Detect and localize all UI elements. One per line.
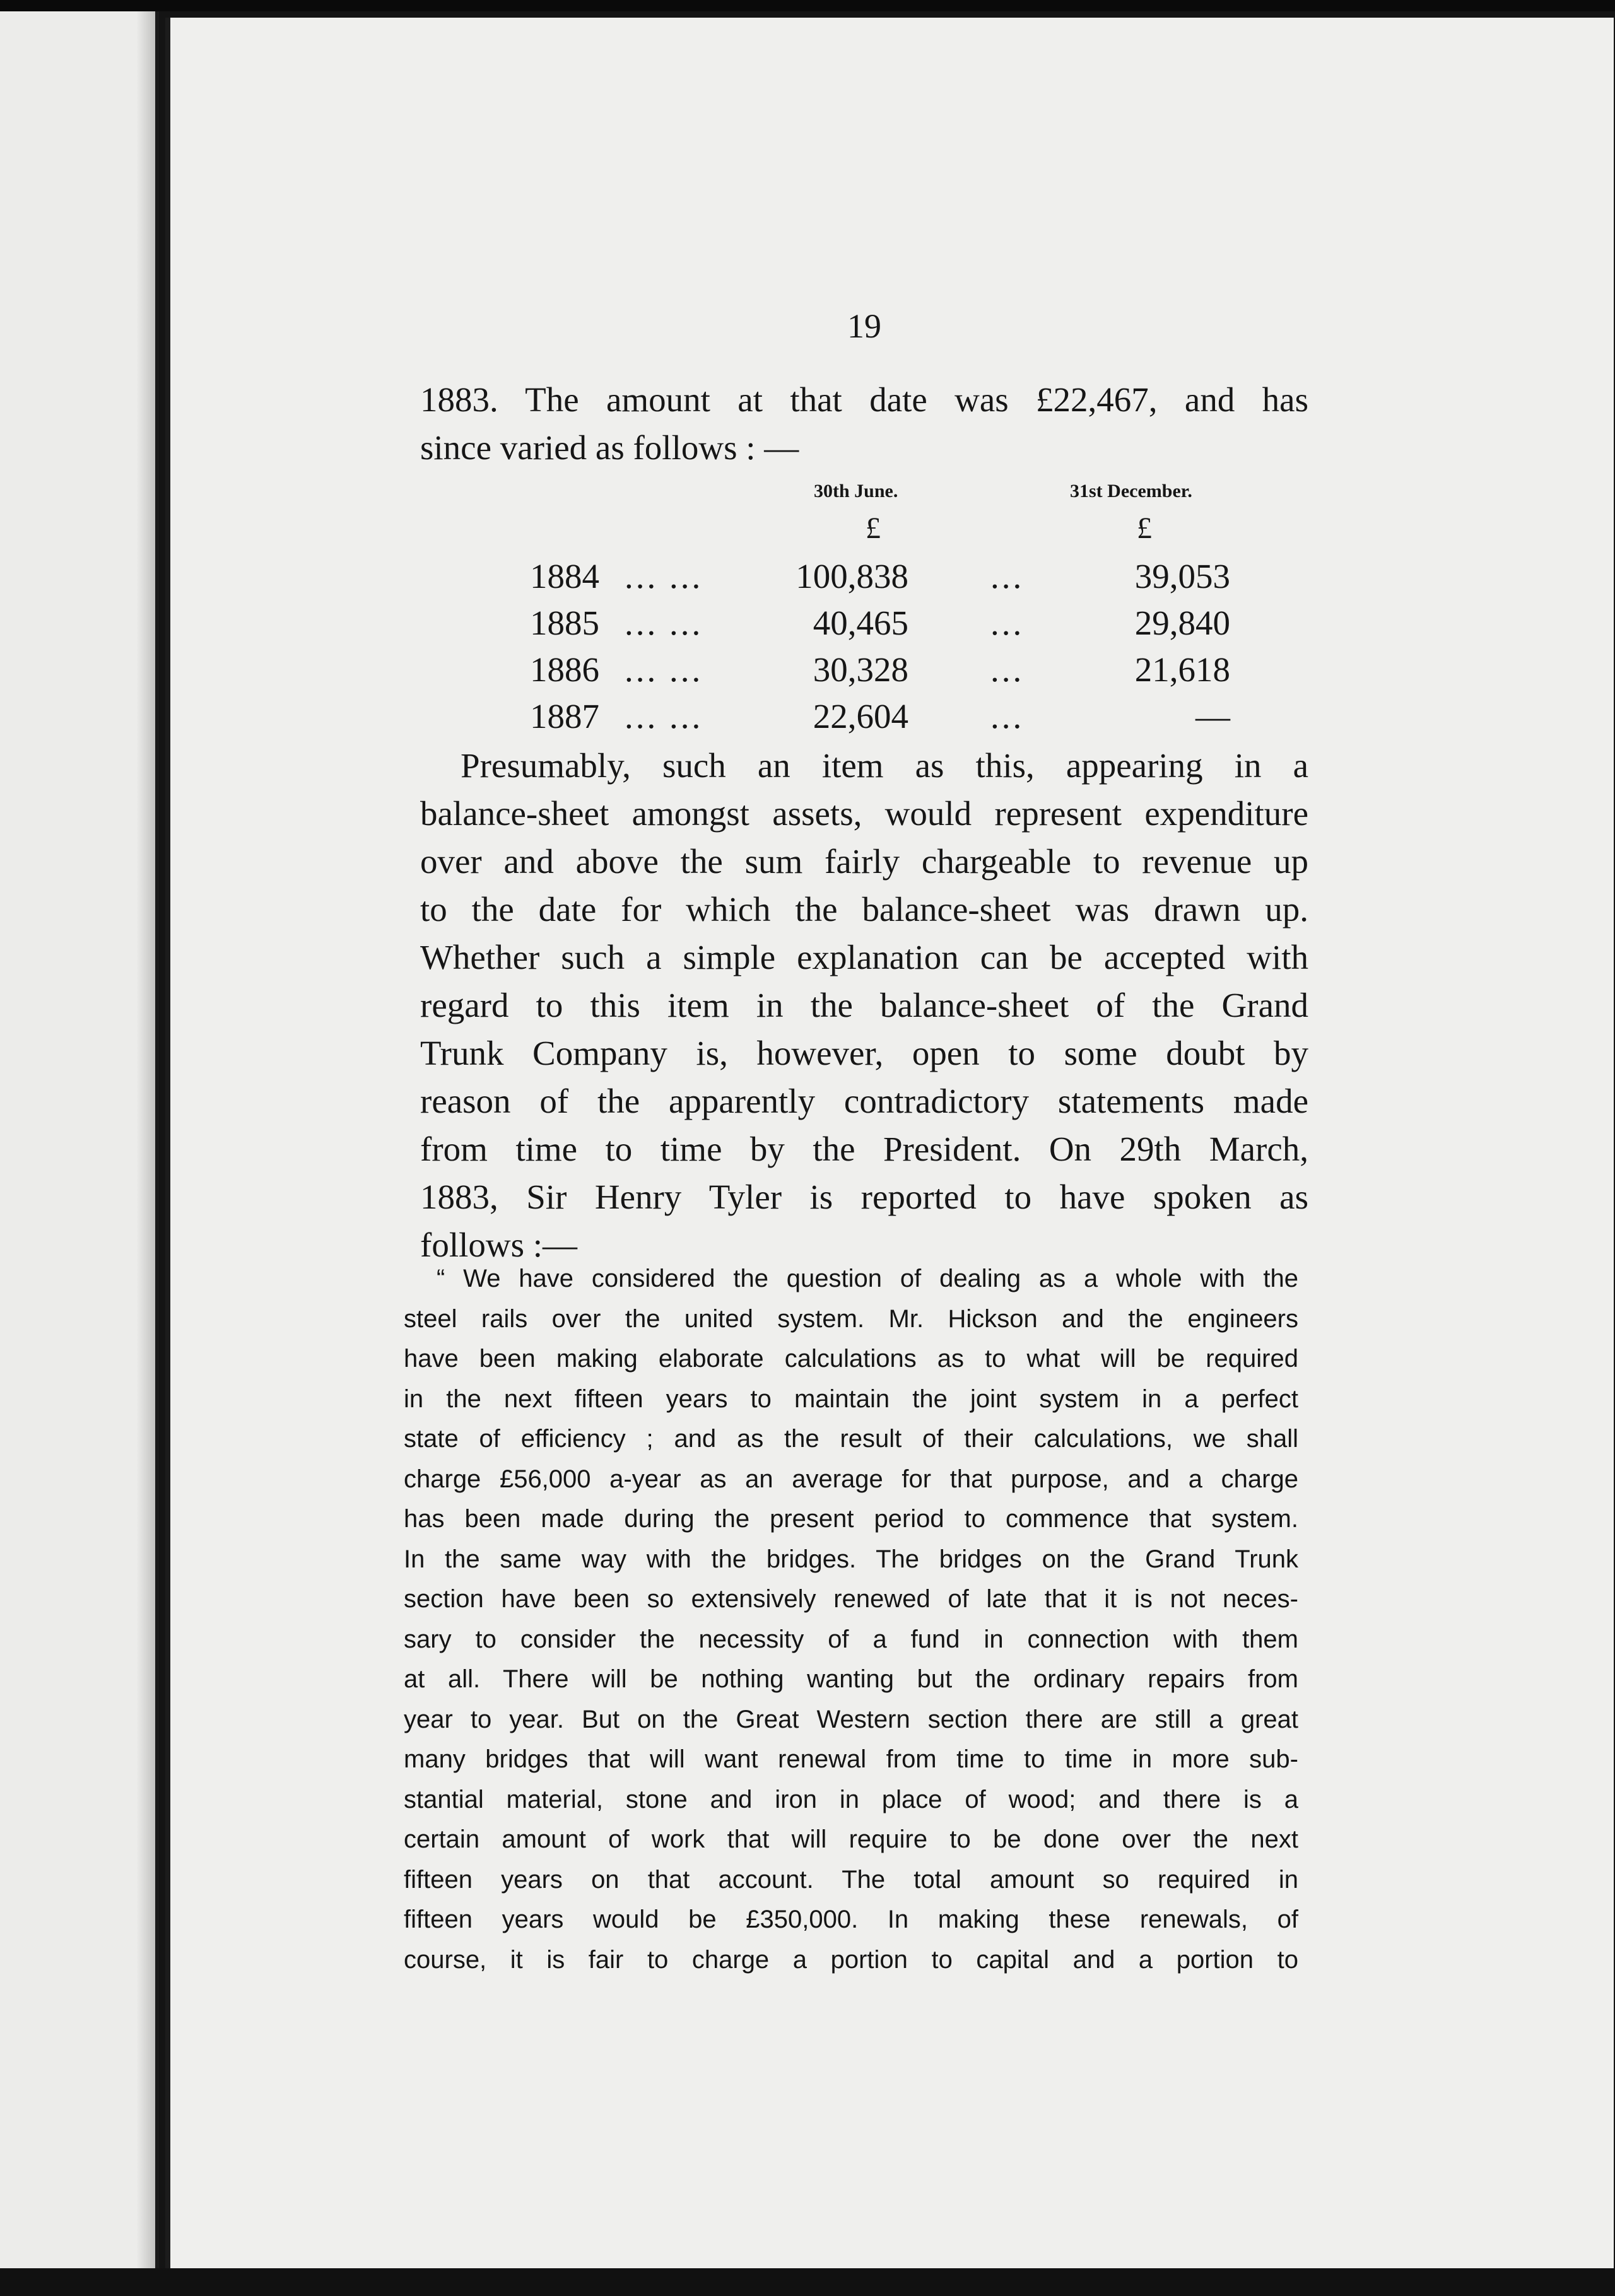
facing-page [0, 11, 159, 2282]
row-year: 1884 [530, 557, 599, 595]
intro-line: since varied as follows : — [420, 428, 799, 467]
leader-dots: ... [990, 557, 1025, 595]
table-row [530, 696, 1230, 744]
page-number: 19 [847, 307, 881, 345]
quote-line: has been made during the present period to commence that system. [404, 1505, 1298, 1533]
block-quote [404, 1259, 1298, 1980]
quote-line: stantial material, stone and iron in place of wood; and there is a [404, 1785, 1298, 1813]
quote-line: year to year. But on the Great Western section there are still a great [404, 1705, 1298, 1733]
table-row [530, 556, 1230, 604]
leader-dots: ... ... [625, 604, 703, 642]
leader-dots: ... [990, 604, 1025, 642]
quote-line: many bridges that will want renewal from time to time in more sub- [404, 1745, 1298, 1773]
intro-paragraph [420, 376, 1308, 472]
paragraph-line: balance-sheet amongst assets, would represent expenditure [420, 794, 1308, 833]
quote-line: fifteen years would be £350,000. In making these renewals, of [404, 1906, 1298, 1933]
currency-symbol: £ [1137, 512, 1152, 545]
paragraph-line: Presumably, such an item as this, appearing in a [461, 746, 1308, 785]
quote-line: state of efficiency ; and as the result of their calculations, we shall [404, 1425, 1298, 1453]
quote-line: “ We have considered the question of dealing as a whole with the [437, 1265, 1298, 1292]
table-row [530, 603, 1230, 651]
leader-dots: ... [990, 697, 1025, 735]
leader-dots: ... ... [625, 697, 703, 735]
column-header-june: 30th June. [814, 481, 898, 501]
paragraph-line: Trunk Company is, however, open to some doubt by [420, 1034, 1308, 1072]
june-value: 100,838 [796, 557, 908, 595]
quote-line: have been making elaborate calculations as to what will be required [404, 1345, 1298, 1373]
paragraph-line: regard to this item in the balance-sheet of the Grand [420, 986, 1308, 1024]
june-value: 30,328 [813, 650, 908, 689]
paragraph-line: over and above the sum fairly chargeable to revenue up [420, 842, 1308, 881]
quote-line: fifteen years on that account. The total amount so required in [404, 1865, 1298, 1894]
gutter-shadow [136, 11, 155, 2282]
quote-line: section have been so extensively renewed of late that it is not neces- [404, 1585, 1298, 1613]
quote-line: course, it is fair to charge a portion to capital and a portion to [404, 1945, 1298, 1974]
row-year: 1886 [530, 650, 599, 689]
june-value: 22,604 [813, 697, 908, 735]
paragraph-line: 1883, Sir Henry Tyler is reported to have spoken as [420, 1178, 1308, 1216]
december-value: 21,618 [1134, 650, 1230, 689]
december-value: 39,053 [1134, 557, 1230, 595]
june-value: 40,465 [813, 604, 908, 642]
scan-bottom-edge [0, 2268, 1615, 2296]
december-value: — [1195, 697, 1230, 735]
row-year: 1887 [530, 697, 599, 735]
quote-line: steel rails over the united system. Mr. Hickson and the engineers [404, 1304, 1298, 1333]
december-value: 29,840 [1134, 604, 1230, 642]
leader-dots: ... ... [625, 557, 703, 595]
paragraph-line: from time to time by the President. On 29th March, [420, 1130, 1308, 1168]
leader-dots: ... ... [625, 650, 703, 689]
paragraph-line: Whether such a simple explanation can be accepted with [420, 938, 1308, 976]
column-header-december: 31st December. [1070, 481, 1192, 501]
quote-line: at all. There will be nothing wanting but the ordinary repairs from [404, 1665, 1298, 1693]
scan-top-edge [0, 0, 1615, 11]
main-paragraph [420, 742, 1308, 1269]
quote-line: in the next fifteen years to maintain the joint system in a perfect [404, 1385, 1298, 1413]
currency-symbol: £ [866, 512, 881, 545]
row-year: 1885 [530, 604, 599, 642]
intro-line: 1883. The amount at that date was £22,467, and has [420, 380, 1308, 419]
quote-line: charge £56,000 a-year as an average for that purpose, and a charge [404, 1465, 1298, 1493]
leader-dots: ... [990, 650, 1025, 689]
table-row [530, 650, 1230, 698]
paragraph-line: reason of the apparently contradictory statements made [420, 1082, 1308, 1120]
paragraph-line: follows :— [420, 1226, 578, 1264]
quote-line: sary to consider the necessity of a fund in connection with them [404, 1625, 1298, 1653]
quote-line: certain amount of work that will require to be done over the next [404, 1825, 1298, 1853]
quote-line: In the same way with the bridges. The bridges on the Grand Trunk [404, 1545, 1298, 1573]
paragraph-line: to the date for which the balance-sheet was drawn up. [420, 890, 1308, 928]
